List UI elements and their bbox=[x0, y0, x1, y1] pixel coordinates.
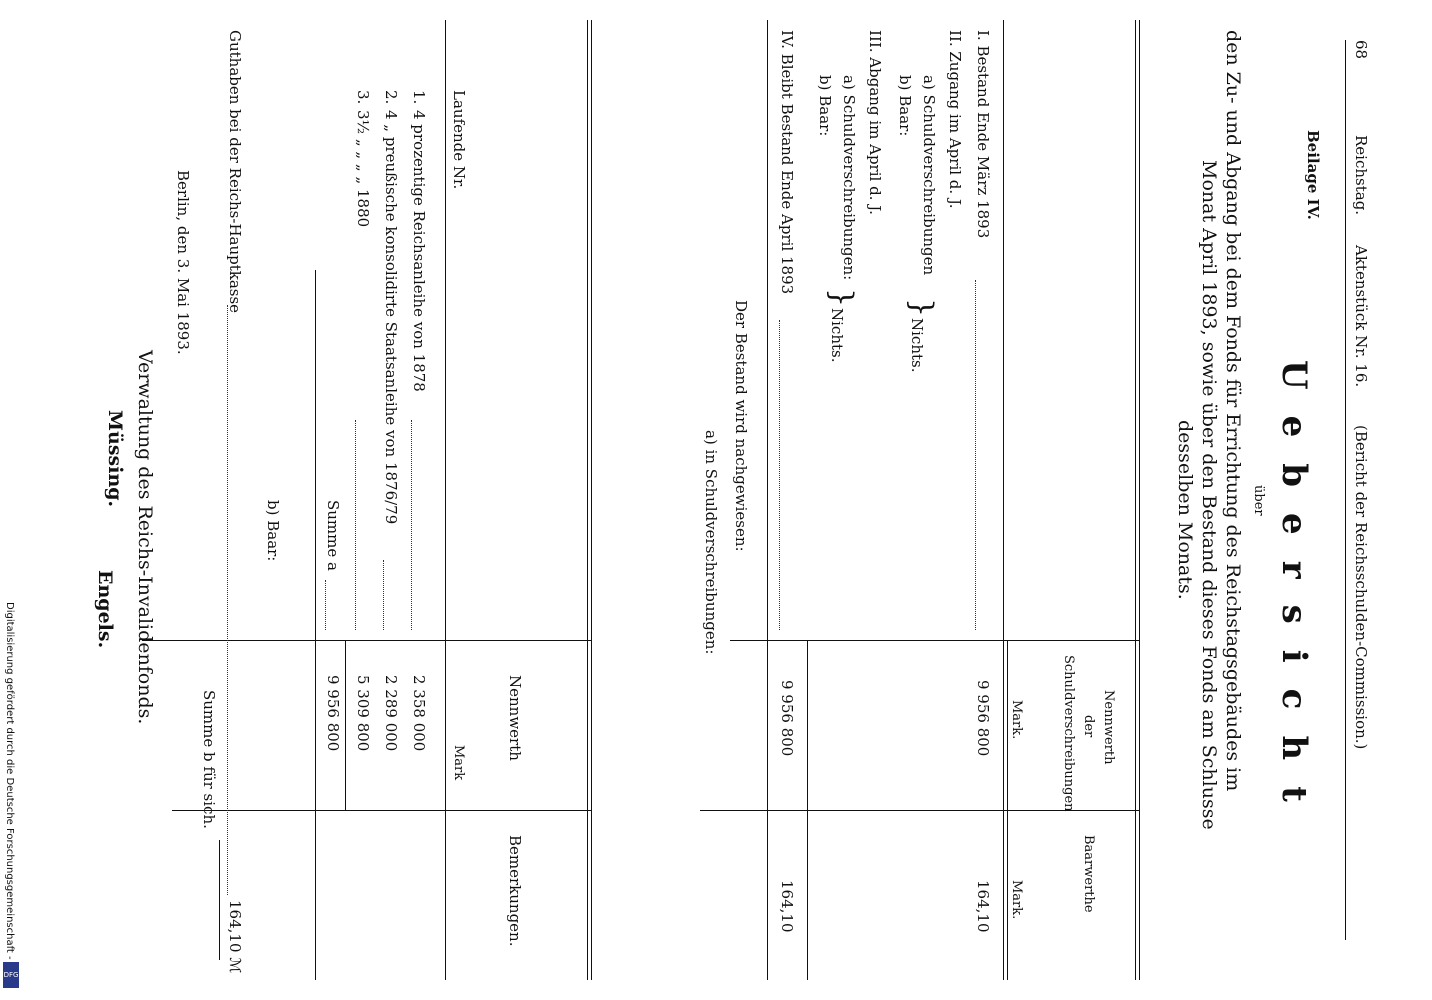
guthaben-text: Guthaben bei der Reichs-Hauptkasse bbox=[226, 30, 244, 314]
summe-b-label: Summe b für sich. bbox=[200, 690, 218, 829]
table2-header-rule bbox=[445, 20, 446, 980]
table2-col-divider-2 bbox=[172, 810, 592, 811]
digitization-note-text: Digitalisierung gefördert durch die Deutsche Forschungsgemeinschaft - bbox=[4, 602, 15, 960]
nichts-label: Nichts. bbox=[908, 318, 926, 373]
nachgewiesen-text: Der Bestand wird nachgewiesen: bbox=[732, 300, 750, 552]
header-aktenstueck: Aktenstück Nr. 16. bbox=[1352, 245, 1370, 388]
leader-dots bbox=[355, 420, 356, 630]
col-mark: Mark bbox=[451, 745, 466, 781]
brace-icon: } bbox=[904, 298, 939, 318]
row-rate: 4 „ preußische konsolidirte Staatsanleihe von 1876/79 bbox=[382, 110, 400, 525]
leader-dots bbox=[779, 320, 780, 630]
summe-a-label: Summe a bbox=[324, 500, 342, 571]
table1-top-rule bbox=[1139, 20, 1140, 980]
place-date: Berlin, den 3. Mai 1893. bbox=[174, 170, 192, 355]
section-b-heading: b) Baar: bbox=[264, 500, 282, 562]
row-label: III. Abgang im April d. J. bbox=[866, 30, 884, 215]
nichts-label: Nichts. bbox=[828, 308, 846, 363]
unit-mark-1: Mark. bbox=[1009, 700, 1024, 740]
row-value: 2 289 000 bbox=[382, 675, 400, 752]
row-rate: 4 prozentige Reichsanleihe von 1878 bbox=[410, 110, 428, 392]
table2-bottom-rule bbox=[315, 270, 316, 980]
leader-dots bbox=[325, 580, 326, 630]
subtitle-line-3: desselben Monats. bbox=[1174, 420, 1196, 600]
table1-header-rule bbox=[1007, 640, 1008, 980]
row-rate: 3½ „ „ „ „ 1880 bbox=[354, 110, 372, 228]
guthaben-value: 164,10 ℳ bbox=[226, 900, 244, 974]
table1-sum-rule bbox=[807, 640, 808, 980]
col-bemerkungen: Bemerkungen. bbox=[506, 835, 524, 947]
row-label: a) Schuldverschreibungen bbox=[920, 75, 938, 276]
col-laufende-nr: Laufende Nr. bbox=[450, 90, 468, 190]
row-label: I. Bestand Ende März 1893 bbox=[974, 30, 992, 239]
leader-dots bbox=[227, 305, 228, 895]
table2-top-rule bbox=[591, 20, 592, 980]
row-nr: 3. bbox=[354, 90, 372, 105]
header-commission: (Bericht der Reichsschulden-Commission.) bbox=[1352, 425, 1370, 750]
signature-office: Verwaltung des Reichs-Invalidenfonds. bbox=[134, 350, 156, 725]
col-nennwerth-line1: Nennwerth bbox=[1101, 690, 1116, 765]
col-nennwerth: Nennwerth bbox=[506, 675, 524, 761]
summe-a-value: 9 956 800 bbox=[324, 675, 342, 752]
leader-dots bbox=[383, 560, 384, 630]
col-nennwerth-line3: Schuldverschreibungen bbox=[1061, 655, 1076, 812]
dfg-logo: DFG bbox=[3, 962, 19, 988]
row-label: IV. Bleibt Bestand Ende April 1893 bbox=[778, 30, 796, 295]
unit-mark-2: Mark. bbox=[1009, 880, 1024, 920]
subtitle-line-1: den Zu- und Abgang bei dem Fonds für Errichtung des Reichstagsgebäudes im bbox=[1222, 30, 1244, 792]
leader-dots bbox=[975, 280, 976, 630]
col-nennwerth-line2: der bbox=[1081, 715, 1096, 738]
table2-col-divider-1 bbox=[142, 640, 592, 641]
row-nennwerth: 9 956 800 bbox=[974, 680, 992, 757]
table1-top-rule-double bbox=[1135, 20, 1136, 980]
brace-icon: } bbox=[824, 288, 859, 308]
table2-sum-rule bbox=[345, 640, 346, 810]
title-ueber: über bbox=[1251, 485, 1266, 516]
row-value: 5 309 800 bbox=[354, 675, 372, 752]
header-reichstag: Reichstag. bbox=[1352, 135, 1370, 216]
table1-bottom-rule bbox=[767, 20, 768, 980]
row-label: b) Baar: bbox=[816, 75, 834, 137]
row-value: 2 358 000 bbox=[410, 675, 428, 752]
row-nr: 2. bbox=[382, 90, 400, 105]
table1-body-top-rule bbox=[1003, 20, 1004, 980]
col-baarwerthe: Baarwerthe bbox=[1081, 835, 1096, 913]
document-title: Uebersicht bbox=[1274, 360, 1314, 828]
row-nr: 1. bbox=[410, 90, 428, 105]
row-label: a) Schuldverschreibungen: bbox=[840, 75, 858, 281]
section-a-heading: a) in Schuldverschreibungen: bbox=[702, 430, 720, 655]
digitization-note bbox=[4, 602, 24, 992]
table1-col-divider-1 bbox=[730, 640, 1140, 641]
page-number: 68 bbox=[1352, 40, 1370, 60]
signature-name-2: Engels. bbox=[94, 570, 116, 649]
table2-top-rule-double bbox=[587, 20, 588, 980]
signature-name-1: Müssing. bbox=[104, 410, 126, 508]
row-label: b) Baar: bbox=[896, 75, 914, 137]
subtitle-line-2: Monat April 1893, sowie über den Bestand dieses Fonds am Schlusse bbox=[1198, 160, 1220, 830]
row-baar: 164,10 bbox=[974, 880, 992, 933]
row-nennwerth: 9 956 800 bbox=[778, 680, 796, 757]
row-label: II. Zugang im April d. J. bbox=[946, 30, 964, 209]
beilage-label: Beilage IV. bbox=[1304, 130, 1322, 220]
header-rule bbox=[1345, 40, 1346, 940]
sum-b-rule bbox=[219, 840, 220, 960]
row-baar: 164,10 bbox=[778, 880, 796, 933]
leader-dots bbox=[411, 420, 412, 630]
